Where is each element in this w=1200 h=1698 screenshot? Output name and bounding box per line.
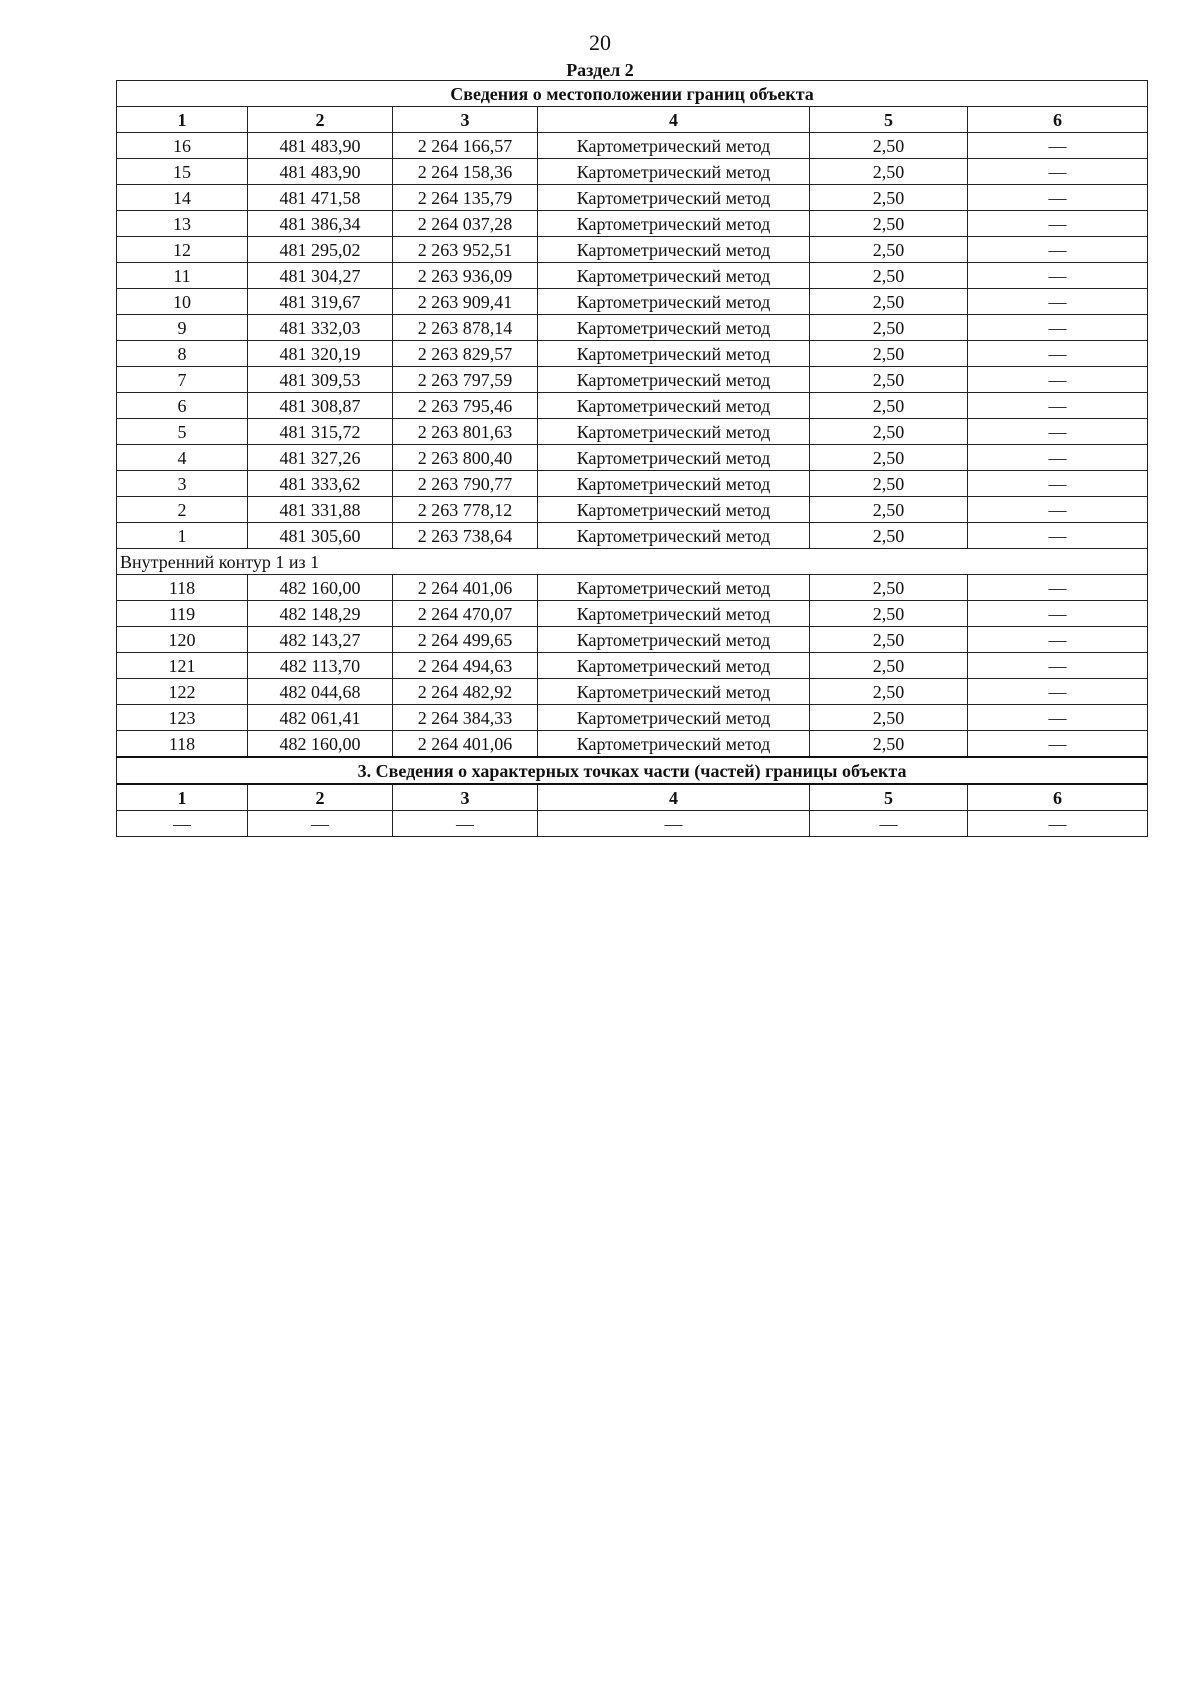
table-cell: 2 264 135,79 — [393, 185, 538, 211]
table-cell: Картометрический метод — [538, 263, 810, 289]
column-header-row — [117, 107, 1148, 133]
table-cell: 481 483,90 — [248, 133, 393, 159]
part-column-header: 2 — [248, 784, 393, 811]
table-cell: — — [968, 289, 1148, 315]
table-cell: 12 — [117, 237, 248, 263]
table-row — [117, 445, 1148, 471]
table-cell: 2 263 778,12 — [393, 497, 538, 523]
table-cell: 2,50 — [810, 575, 968, 601]
table-cell: 481 304,27 — [248, 263, 393, 289]
column-header: 4 — [538, 107, 810, 133]
table-cell: 2,50 — [810, 393, 968, 419]
table-cell: — — [968, 601, 1148, 627]
table-cell: Картометрический метод — [538, 601, 810, 627]
table-cell: 120 — [117, 627, 248, 653]
table-cell: 2,50 — [810, 731, 968, 758]
table-cell: — — [968, 393, 1148, 419]
table-cell: 482 044,68 — [248, 679, 393, 705]
table-row — [117, 315, 1148, 341]
table-cell: 6 — [117, 393, 248, 419]
table-cell: — — [968, 653, 1148, 679]
part-section-title-row — [117, 757, 1148, 784]
table-row — [117, 133, 1148, 159]
table-cell: — — [968, 315, 1148, 341]
table-cell: 2,50 — [810, 237, 968, 263]
table-cell: — — [968, 263, 1148, 289]
table-row — [117, 575, 1148, 601]
table-row — [117, 419, 1148, 445]
table-cell: Картометрический метод — [538, 419, 810, 445]
inner-contour-label: Внутренний контур 1 из 1 — [117, 549, 1148, 575]
table-cell: 11 — [117, 263, 248, 289]
table-cell: — — [968, 497, 1148, 523]
table-cell: 2 264 158,36 — [393, 159, 538, 185]
table-row — [117, 159, 1148, 185]
table-row — [117, 731, 1148, 758]
table-cell: 2 264 494,63 — [393, 653, 538, 679]
table-cell: Картометрический метод — [538, 289, 810, 315]
table-cell: 2,50 — [810, 185, 968, 211]
column-header: 3 — [393, 107, 538, 133]
table-cell: 2 263 829,57 — [393, 341, 538, 367]
table-cell: 481 308,87 — [248, 393, 393, 419]
part-column-header-row — [117, 784, 1148, 811]
inner-contour-row — [117, 549, 1148, 575]
page-number: 20 — [589, 30, 611, 55]
boundary-table-body — [117, 81, 1148, 837]
table-cell: 2 263 797,59 — [393, 367, 538, 393]
table-cell: 2,50 — [810, 705, 968, 731]
table-cell: Картометрический метод — [538, 211, 810, 237]
table-cell: 2,50 — [810, 445, 968, 471]
table-cell: 2,50 — [810, 497, 968, 523]
table-cell: 2 264 470,07 — [393, 601, 538, 627]
table-cell: 482 148,29 — [248, 601, 393, 627]
table-cell: 2 263 790,77 — [393, 471, 538, 497]
table-cell: 8 — [117, 341, 248, 367]
table-cell: — — [117, 811, 248, 837]
table-cell: Картометрический метод — [538, 315, 810, 341]
table-cell: Картометрический метод — [538, 367, 810, 393]
table-cell: 2,50 — [810, 289, 968, 315]
table-cell: Картометрический метод — [538, 341, 810, 367]
table-cell: 2,50 — [810, 263, 968, 289]
table-cell: 2 264 166,57 — [393, 133, 538, 159]
table-cell: — — [968, 731, 1148, 758]
table-cell: 2 263 738,64 — [393, 523, 538, 549]
table-cell: Картометрический метод — [538, 445, 810, 471]
table-cell: — — [968, 159, 1148, 185]
table-cell: 481 320,19 — [248, 341, 393, 367]
table-cell: — — [968, 367, 1148, 393]
table-cell: 481 333,62 — [248, 471, 393, 497]
table-cell: Картометрический метод — [538, 133, 810, 159]
table-cell: 481 305,60 — [248, 523, 393, 549]
table-cell: 2 263 952,51 — [393, 237, 538, 263]
table-cell: 3 — [117, 471, 248, 497]
table-row — [117, 341, 1148, 367]
table-row — [117, 653, 1148, 679]
table-cell: 16 — [117, 133, 248, 159]
table-row — [117, 289, 1148, 315]
table-cell: — — [968, 445, 1148, 471]
table-cell: — — [968, 523, 1148, 549]
table-cell: 2 264 401,06 — [393, 731, 538, 758]
table-cell: 4 — [117, 445, 248, 471]
table-row — [117, 523, 1148, 549]
column-header: 1 — [117, 107, 248, 133]
table-row — [117, 263, 1148, 289]
table-cell: 2,50 — [810, 315, 968, 341]
table-cell: — — [968, 185, 1148, 211]
table-cell: 481 471,58 — [248, 185, 393, 211]
table-cell: 123 — [117, 705, 248, 731]
table-row — [117, 471, 1148, 497]
table-cell: Картометрический метод — [538, 523, 810, 549]
table-cell: 481 319,67 — [248, 289, 393, 315]
table-cell: Картометрический метод — [538, 237, 810, 263]
table-cell: — — [393, 811, 538, 837]
table-row — [117, 497, 1148, 523]
table-cell: 2 264 401,06 — [393, 575, 538, 601]
table-cell: Картометрический метод — [538, 705, 810, 731]
table-cell: 2,50 — [810, 341, 968, 367]
table-cell: 2,50 — [810, 159, 968, 185]
table-cell: 122 — [117, 679, 248, 705]
table-row — [117, 705, 1148, 731]
part-column-header: 3 — [393, 784, 538, 811]
table-cell: 119 — [117, 601, 248, 627]
table-cell: 481 386,34 — [248, 211, 393, 237]
table-cell: Картометрический метод — [538, 497, 810, 523]
part-section-title: 3. Сведения о характерных точках части (частей) границы объекта — [117, 757, 1148, 784]
table-cell: 481 327,26 — [248, 445, 393, 471]
table-cell: 2 263 800,40 — [393, 445, 538, 471]
table-cell: 481 315,72 — [248, 419, 393, 445]
part-table-row — [117, 811, 1148, 837]
table-cell: — — [968, 471, 1148, 497]
table-cell: — — [968, 811, 1148, 837]
table-cell: 2 263 795,46 — [393, 393, 538, 419]
table-cell: Картометрический метод — [538, 653, 810, 679]
table-cell: — — [968, 133, 1148, 159]
table-cell: 7 — [117, 367, 248, 393]
table-row — [117, 367, 1148, 393]
table-cell: Картометрический метод — [538, 471, 810, 497]
column-header: 2 — [248, 107, 393, 133]
table-cell: 2 263 909,41 — [393, 289, 538, 315]
table-cell: 15 — [117, 159, 248, 185]
table-cell: Картометрический метод — [538, 679, 810, 705]
table-cell: 10 — [117, 289, 248, 315]
column-header: 5 — [810, 107, 968, 133]
part-column-header: 4 — [538, 784, 810, 811]
table-title-row — [117, 81, 1148, 107]
table-cell: 14 — [117, 185, 248, 211]
table-cell: 121 — [117, 653, 248, 679]
table-cell: 2 — [117, 497, 248, 523]
table-title: Сведения о местоположении границ объекта — [117, 81, 1148, 107]
table-cell: 2,50 — [810, 471, 968, 497]
table-cell: 2,50 — [810, 653, 968, 679]
table-row — [117, 601, 1148, 627]
table-cell: — — [968, 575, 1148, 601]
table-cell: 1 — [117, 523, 248, 549]
part-column-header: 5 — [810, 784, 968, 811]
table-row — [117, 393, 1148, 419]
table-cell: — — [968, 419, 1148, 445]
table-row — [117, 627, 1148, 653]
column-header: 6 — [968, 107, 1148, 133]
table-cell: 2,50 — [810, 627, 968, 653]
table-cell: Картометрический метод — [538, 627, 810, 653]
table-cell: — — [248, 811, 393, 837]
table-cell: 2 264 499,65 — [393, 627, 538, 653]
table-row — [117, 237, 1148, 263]
table-cell: 2 264 482,92 — [393, 679, 538, 705]
table-cell: 2,50 — [810, 419, 968, 445]
table-cell: 2,50 — [810, 133, 968, 159]
table-cell: Картометрический метод — [538, 575, 810, 601]
table-cell: — — [968, 237, 1148, 263]
table-cell: 2 264 384,33 — [393, 705, 538, 731]
table-cell: — — [968, 341, 1148, 367]
table-cell: 2,50 — [810, 211, 968, 237]
table-cell: 13 — [117, 211, 248, 237]
table-cell: 9 — [117, 315, 248, 341]
part-column-header: 6 — [968, 784, 1148, 811]
table-cell: 481 309,53 — [248, 367, 393, 393]
table-cell: 2 263 936,09 — [393, 263, 538, 289]
boundary-table — [116, 80, 1148, 837]
table-cell: — — [968, 679, 1148, 705]
table-cell: — — [968, 627, 1148, 653]
table-cell: Картометрический метод — [538, 159, 810, 185]
section-title: Раздел 2 — [566, 60, 634, 80]
table-cell: 482 143,27 — [248, 627, 393, 653]
table-row — [117, 185, 1148, 211]
table-cell: 2 263 801,63 — [393, 419, 538, 445]
table-cell: 481 332,03 — [248, 315, 393, 341]
table-cell: 5 — [117, 419, 248, 445]
table-cell: — — [968, 211, 1148, 237]
table-cell: Картометрический метод — [538, 393, 810, 419]
table-cell: 118 — [117, 731, 248, 758]
table-cell: — — [538, 811, 810, 837]
table-cell: 482 113,70 — [248, 653, 393, 679]
table-cell: 2,50 — [810, 601, 968, 627]
table-cell: 2,50 — [810, 523, 968, 549]
table-cell: — — [810, 811, 968, 837]
table-cell: Картометрический метод — [538, 185, 810, 211]
table-cell: 482 160,00 — [248, 731, 393, 758]
table-cell: 481 483,90 — [248, 159, 393, 185]
table-cell: 481 331,88 — [248, 497, 393, 523]
table-cell: 482 061,41 — [248, 705, 393, 731]
table-cell: 2 264 037,28 — [393, 211, 538, 237]
table-row — [117, 679, 1148, 705]
part-column-header: 1 — [117, 784, 248, 811]
table-cell: 481 295,02 — [248, 237, 393, 263]
table-cell: 118 — [117, 575, 248, 601]
table-cell: Картометрический метод — [538, 731, 810, 758]
table-cell: 2 263 878,14 — [393, 315, 538, 341]
table-row — [117, 211, 1148, 237]
table-cell: 2,50 — [810, 367, 968, 393]
table-cell: 482 160,00 — [248, 575, 393, 601]
table-cell: — — [968, 705, 1148, 731]
table-cell: 2,50 — [810, 679, 968, 705]
